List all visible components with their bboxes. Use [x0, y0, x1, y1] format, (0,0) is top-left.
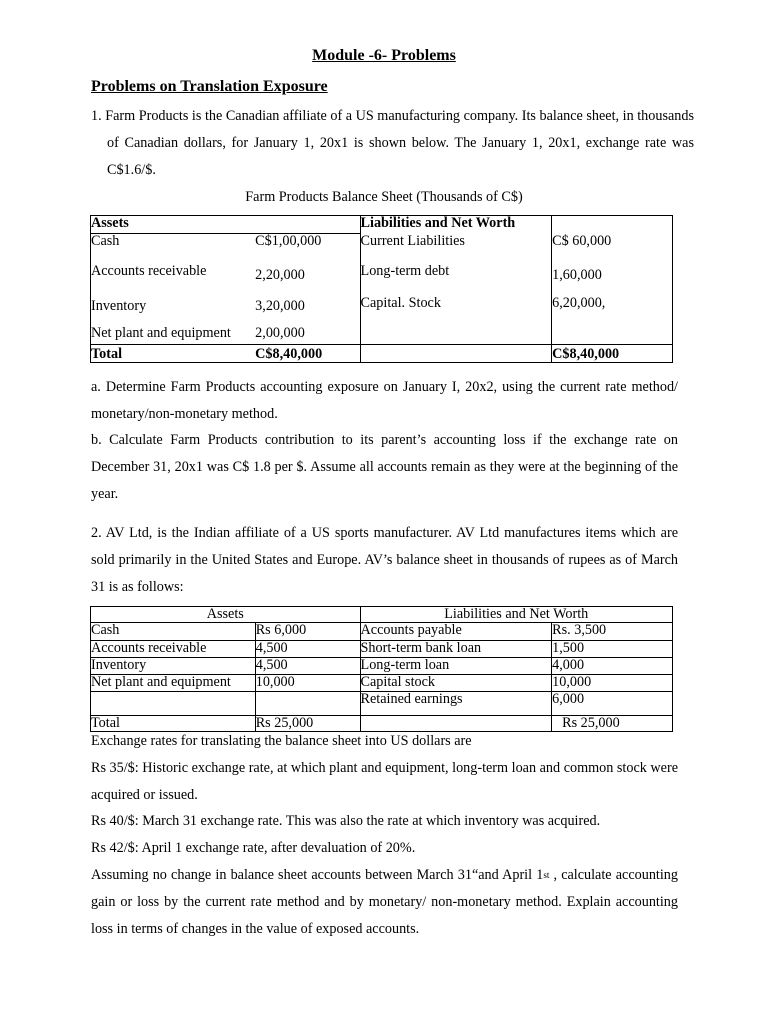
asset-label: Net plant and equipment — [91, 675, 256, 692]
asset-value: 4,500 — [255, 658, 360, 675]
liabilities-header: Liabilities and Net Worth — [360, 215, 516, 231]
balance-sheet-caption: Farm Products Balance Sheet (Thousands of C$) — [245, 189, 523, 205]
liability-value: 10,000 — [552, 675, 673, 692]
av-ltd-balance-sheet — [90, 606, 673, 732]
rate-april1: Rs 42/$: April 1 exchange rate, after devaluation of 20%. — [91, 840, 416, 856]
question-text-b: , calculate accounting gain or loss by the current rate method and by monetary/ non-monetary method. Explain accounting loss in terms of changes in the value of exposed accounts. — [91, 867, 678, 937]
total-assets: Rs 25,000 — [255, 716, 360, 732]
asset-value: Rs 6,000 — [255, 623, 360, 641]
asset-value: 4,500 — [255, 641, 360, 658]
question-superscript: st — [543, 870, 550, 880]
asset-label: Accounts receivable — [91, 262, 207, 279]
farm-products-balance-sheet — [90, 215, 673, 363]
module-title: Module -6- Problems — [312, 47, 456, 64]
liability-label: Capital stock — [360, 675, 552, 692]
problem2-question — [91, 862, 678, 943]
problem2-intro: 2. AV Ltd, is the Indian affiliate of a US sports manufacturer. AV Ltd manufactures items which are sold primarily in the United States and Europe. AV’s balance sheet in thousands of rupees as of March 31 is as follows: — [91, 525, 678, 595]
asset-label: Cash — [91, 233, 120, 249]
asset-value: C$1,00,000 — [255, 234, 360, 264]
assets-header: Assets — [91, 607, 361, 623]
liability-value: Rs. 3,500 — [552, 623, 673, 641]
asset-value: 2,00,000 — [255, 323, 360, 345]
section-heading: Problems on Translation Exposure — [91, 78, 328, 95]
rate-march31: Rs 40/$: March 31 exchange rate. This was also the rate at which inventory was acquired. — [91, 813, 601, 829]
liability-value: 1,60,000 — [552, 264, 673, 296]
problem1-part-a: a. Determine Farm Products accounting exposure on January I, 20x2, using the current rate method/ monetary/non-monetary method. — [91, 379, 678, 422]
asset-label: Net plant and equipment — [91, 324, 231, 341]
liabilities-header: Liabilities and Net Worth — [360, 607, 672, 623]
liability-value: C$ 60,000 — [552, 234, 673, 264]
total-liabilities: Rs 25,000 — [552, 716, 673, 732]
liability-value: 6,20,000, — [552, 296, 673, 323]
liability-label: Short-term bank loan — [360, 641, 552, 658]
problem1-intro: 1. Farm Products is the Canadian affiliate of a US manufacturing company. Its balance sheet, in thousands of Canadian dollars, for January 1, 20x1 is shown below. The January 1, 20x1, exchange rate was C$1.6/$. — [91, 108, 694, 178]
asset-value: 3,20,000 — [255, 296, 360, 323]
liability-value: 6,000 — [552, 692, 673, 716]
assets-header: Assets — [91, 216, 256, 234]
asset-label: Accounts receivable — [91, 641, 256, 658]
asset-label: Inventory — [91, 658, 256, 675]
problem1-part-b: b. Calculate Farm Products contribution to its parent’s accounting loss if the exchange rate on December 31, 20x1 was C$ 1.8 per $. Assume all accounts remain as they were at the beginning of the year. — [91, 432, 678, 502]
total-label: Total — [91, 345, 256, 363]
liability-value: 4,000 — [552, 658, 673, 675]
rate-historic: Rs 35/$: Historic exchange rate, at which plant and equipment, long-term loan and common stock were acquired or issued. — [91, 760, 678, 803]
liability-label: Long-term loan — [360, 658, 552, 675]
total-assets: C$8,40,000 — [255, 345, 360, 363]
asset-label: Cash — [91, 623, 256, 641]
liability-label: Capital. Stock — [360, 294, 441, 311]
asset-value: 2,20,000 — [255, 264, 360, 296]
liability-label: Retained earnings — [360, 692, 552, 716]
liability-label: Accounts payable — [360, 623, 552, 641]
asset-label: Inventory — [91, 297, 147, 314]
question-text-a: Assuming no change in balance sheet accounts between March 31“and April 1 — [91, 867, 544, 883]
total-liabilities: C$8,40,000 — [552, 345, 673, 363]
rates-intro: Exchange rates for translating the balance sheet into US dollars are — [91, 733, 472, 749]
asset-value: 10,000 — [255, 675, 360, 692]
liability-label: Long-term debt — [360, 262, 450, 279]
liability-label: Current Liabilities — [360, 232, 465, 249]
total-label: Total — [91, 716, 256, 732]
liability-value: 1,500 — [552, 641, 673, 658]
